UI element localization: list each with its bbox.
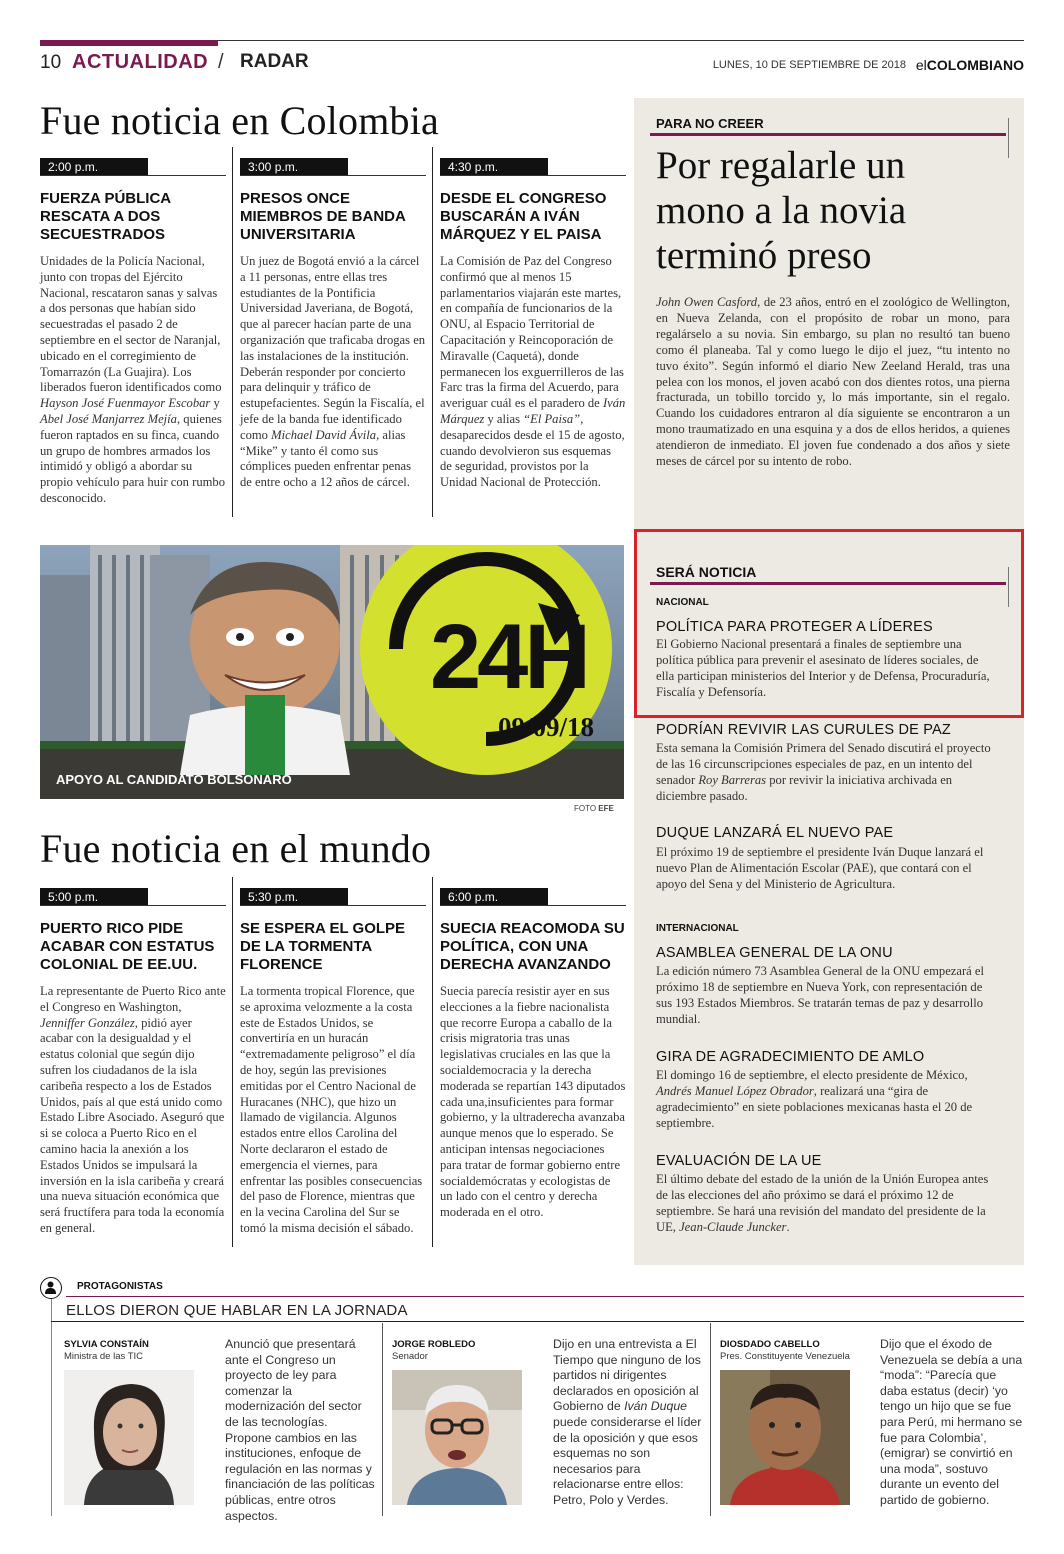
- news-item: [240, 158, 426, 491]
- person-photo: [392, 1370, 522, 1505]
- body-text: por revivir la iniciativa archivada en diciembre pasado.: [656, 772, 953, 803]
- time-rule: [40, 175, 226, 176]
- upcoming-body: La edición número 73 Asamblea General de la ONU empezará el próximo 18 de septiembre en Nueva York, con representación de sus 193 Estados Miembros. Se tratarán temas de paz y desarrollo mundial.: [656, 964, 984, 1026]
- time-tag: 4:30 p.m.: [440, 158, 548, 175]
- news-item: [40, 158, 226, 507]
- news-headline: DESDE EL CONGRESO BUSCARÁN A IVÁN MÁRQUEZ Y EL PAISA: [440, 190, 607, 243]
- time-rule: [440, 175, 626, 176]
- subsection-name: RADAR: [240, 51, 309, 72]
- person-quote: Anunció que presentará ante el Congreso un proyecto de ley para comenzar la modernización del sector de las tecnologías. Propone cambios en las instituciones, enfoque de regulación en las normas y financiación de las políticas públicas, entre otros aspectos.: [225, 1337, 375, 1523]
- person-photo: [720, 1370, 850, 1505]
- time-tag: 5:30 p.m.: [240, 888, 348, 905]
- body-italic: Roy Barreras: [698, 772, 767, 787]
- body-text: , realizará una “gira de agradecimiento” en siete poblaciones mexicanas hasta el 20 de septiembre.: [656, 1083, 973, 1130]
- protagonistas-label: PROTAGONISTAS: [77, 1281, 163, 1292]
- news-headline: PUERTO RICO PIDE ACABAR CON ESTATUS COLONIAL DE EE.UU.: [40, 920, 215, 973]
- news-headline: PRESOS ONCE MIEMBROS DE BANDA UNIVERSITARIA: [240, 190, 406, 243]
- person-quote: Dijo que el éxodo de Venezuela se debía a una “moda”: “Parecía que daba estatus (decir) ‘yo tengo un hijo que se fue para Perú, mi hermano se fue para Colombia’, (emigrar) se convirtió en una moda”, sostuvo durante un evento del partido de gobierno.: [880, 1337, 1023, 1507]
- label-rule: [66, 1296, 1024, 1297]
- page-number: 10: [40, 52, 62, 73]
- upcoming-body: [656, 1172, 996, 1236]
- portrait: [64, 1370, 194, 1505]
- para-no-creer-title: Por regalarle un mono a la novia terminó preso: [656, 144, 907, 277]
- photo-caption: APOYO AL CANDIDATO BOLSONARO: [56, 772, 292, 787]
- person-role: Ministra de las TIC: [64, 1351, 144, 1362]
- world-section-title: Fue noticia en el mundo: [40, 826, 432, 871]
- body-text: , quienes fueron raptados en su finca, cuando un grupo de hombres armados los intimidó y obligó a abordar su propio vehículo para huir con rumbo desconocido.: [40, 411, 226, 505]
- person-photo: [64, 1370, 194, 1505]
- upcoming-body: El Gobierno Nacional presentará a finales de septiembre una política pública para prevenir el asesinato de líderes sociales, de ella participan ministerios del Interior y de Defensa, Procuraduría, Fiscalía y Defensoría.: [656, 637, 990, 699]
- news-headline: SE ESPERA EL GOLPE DE LA TORMENTA FLORENCE: [240, 920, 406, 973]
- quote-italic: Iván Duque: [624, 1399, 688, 1414]
- section-rule: [51, 1321, 1024, 1322]
- upcoming-body: [656, 1068, 996, 1132]
- news-body: Suecia parecía resistir ayer en sus elecciones a la fiebre nacionalista que recorre Europa a caballo de la crisis migratoria tras unas legislativas cruciales en las que la socialdemocracia y la derecha moderada se repartían 143 diputados cada una,insuficientes para formar gobierno, y la ultraderecha avanzaba aunque menos que lo esperado. Se anticipan intensas negociaciones para tratar de formar gobierno entre socialdemócratas y ecologistas de un lado con el centro y derecha moderada en el otro.: [440, 984, 626, 1220]
- body-text: Esta semana la Comisión Primera del Senado discutirá el proyecto de las 16 circunscripciones especiales de paz, en un intento del senador: [656, 741, 991, 787]
- news-headline: SUECIA REACOMODA SU POLÍTICA, CON UNA DERECHA AVANZANDO: [440, 920, 625, 973]
- sera-noticia-label: SERÁ NOTICIA: [656, 564, 757, 580]
- news-headline: FUERZA PÚBLICA RESCATA A DOS SECUESTRADOS: [40, 190, 171, 243]
- brand-name: COLOMBIANO: [926, 57, 1024, 73]
- body-text: Unidades de la Policía Nacional, junto con tropas del Ejército Nacional, rescataron sanas y salvas a dos personas que habían sido secuestradas el pasado 2 de septiembre en el sector de Naranjal, ubicado en el corregimiento de Tomarrazón (La Guajira). Los liberados fueron identificados como: [40, 254, 222, 395]
- body-text: El domingo 16 de septiembre, el electo presidente de México,: [656, 1068, 968, 1082]
- body-italic: John Owen Casford: [656, 295, 758, 309]
- credit-source: EFE: [598, 804, 614, 813]
- person-role: Senador: [392, 1351, 428, 1362]
- body-text: La Comisión de Paz del Congreso confirmó que al menos 15 parlamentarios viajarán este martes, en compañía de funcionarios de la ONU, al Espacio Territorial de Capacitación y Reincoporación de Miravalle (Caquetá), donde permanecen los exguerrilleros de las Farc tras la firma del Acuerdo, para averiguar cuál es el paradero de: [440, 254, 624, 411]
- person-name: SYLVIA CONSTAÍN: [64, 1339, 149, 1350]
- body-text: , alias “Mike” y tanto él como sus cómplices pueden enfrentar penas de entre ocho a 12 años de cárcel.: [240, 427, 411, 490]
- upcoming-body: [656, 741, 996, 805]
- person-role: Pres. Constituyente Venezuela: [720, 1351, 850, 1362]
- body-text: .: [786, 1219, 790, 1234]
- news-item: [240, 888, 426, 1237]
- person-name: DIOSDADO CABELLO: [720, 1339, 820, 1350]
- person-icon: [40, 1277, 62, 1299]
- column-divider: [232, 147, 233, 517]
- portrait: [720, 1370, 850, 1505]
- column-divider: [232, 877, 233, 1247]
- header-accent-bar: [40, 40, 218, 46]
- person-quote: [553, 1337, 703, 1509]
- section-slash: /: [218, 51, 224, 73]
- badge-24h-text: 24H: [430, 606, 587, 708]
- body-italic: Abel José Manjarrez Mejía: [40, 411, 177, 426]
- body-italic: Jean-Claude Juncker: [679, 1219, 787, 1234]
- time-tag: 6:00 p.m.: [440, 888, 548, 905]
- upcoming-heading: POLÍTICA PARA PROTEGER A LÍDERES: [656, 619, 933, 635]
- person-icon-glyph: [41, 1278, 60, 1297]
- body-italic: Andrés Manuel López Obrador: [656, 1083, 814, 1098]
- time-tag: 3:00 p.m.: [240, 158, 348, 175]
- body-text: , pidió ayer acabar con la desigualdad y el estatus colonial que según dijo sufren los ciudadanos de la isla caribeña respecto a los de Estados Unidos, país al que está unido como Estado Libre Asociado. Aseguró que si se coloca a Puerto Rico en el camino hacia la anexión a los Estados Unidos se impulsará la inversión en la isla caribeña y creará una nueva situación económica que será fructífera para toda la economía en general.: [40, 1015, 225, 1235]
- person-divider: [382, 1323, 383, 1516]
- news-body: [240, 254, 426, 491]
- protagonistas-subtitle: ELLOS DIERON QUE HABLAR EN LA JORNADA: [66, 1302, 408, 1319]
- newspaper-brand: [916, 57, 1024, 73]
- credit-prefix: FOTO: [574, 804, 599, 813]
- quote-text: Dijo en una entrevista a El Tiempo que ninguno de los partidos ni dirigentes declarados en oposición al Gobierno de: [553, 1337, 701, 1414]
- time-rule: [240, 905, 426, 906]
- person-name: JORGE ROBLEDO: [392, 1339, 476, 1350]
- internacional-label: INTERNACIONAL: [656, 923, 739, 934]
- portrait: [392, 1370, 522, 1505]
- body-text: , de 23 años, entró en el zoológico de Wellington, en Nueva Zelanda, con el propósito de robar un mono, para regalárselo a su novia. Sin embargo, su plan no resultó tan bueno como él planeaba. Tal y como luego le dijo el juez, “tu intento no tuvo éxito”. Según informó el diario New Zeeland Herald, tras una pelea con los monos, el joven acabó con dos dientes rotos, una pierna fracturada, un tobillo torcido y, lo más importante, sin el regalo. Cuando los cuidadores entraron al día siguiente se encontraron a un mono traumatizado en una esquina y a dos de ellos heridos, a quienes atendieron de inmediato. El joven fue condenado a dos años y siete meses de cárcel por su intento de robo.: [656, 295, 1010, 469]
- upcoming-heading: ASAMBLEA GENERAL DE LA ONU: [656, 945, 893, 961]
- page-header: [40, 52, 1024, 78]
- body-italic: Michael David Ávila: [271, 427, 377, 442]
- time-tag: 2:00 p.m.: [40, 158, 148, 175]
- section-name: ACTUALIDAD: [72, 51, 209, 73]
- photo-credit: [574, 804, 614, 813]
- body-text: , desaparecidos desde el 15 de agosto, cuando devolvieron sus esquemas de seguridad, provistos por la Unidad Nacional de Protección.: [440, 411, 625, 490]
- news-item: [440, 158, 626, 491]
- news-item: [40, 888, 226, 1237]
- body-italic: Jenniffer González: [40, 1015, 135, 1030]
- body-text: El último debate del estado de la unión de la Unión Europea antes de las elecciones del año próximo se dará el próximo 12 de septiembre. Se hará una revisión del mandato del presidente de la UE,: [656, 1172, 989, 1234]
- label-rule: [650, 582, 1006, 585]
- quote-text: puede considerarse el líder de la oposición y que esos esquemas no son necesarios para relacionarse entre ellos: Petro, Polo y Verdes.: [553, 1414, 702, 1507]
- para-no-creer-label: PARA NO CREER: [656, 116, 764, 131]
- label-vrule: [1008, 567, 1009, 607]
- brand-prefix: el: [915, 57, 927, 73]
- upcoming-heading: GIRA DE AGRADECIMIENTO DE AMLO: [656, 1049, 925, 1065]
- body-text: Un juez de Bogotá envió a la cárcel a 11 personas, entre ellas tres estudiantes de la Pontificia Universidad Javeriana, de Bogotá, que al parecer hacían parte de una organización que traficaba drogas en las instalaciones de la institución. Deberán responder por concierto para delinquir y tráfico de estupefacientes. Según la Fiscalía, el jefe de la banda fue identificado como: [240, 254, 426, 442]
- label-vrule: [1008, 118, 1009, 158]
- time-tag: 5:00 p.m.: [40, 888, 148, 905]
- news-body: [40, 254, 226, 507]
- news-body: [440, 254, 626, 491]
- news-body: La tormenta tropical Florence, que se aproxima velozmente a la costa este de Estados Unidos, se convertiría en un huracán “extremadamente peligroso” el día de hoy, según las previsiones emitidas por el Centro Nacional de Huracanes (NHC), que hizo un llamado de vigilancia. Algunos estados entre ellos Carolina del Norte declararon el estado de emergencia el viernes, para enfrentar las posibles consecuencias del paso de Florence, mientras que en la vecina Carolina del Sur se tomó la misma decisión el sábado.: [240, 984, 423, 1235]
- upcoming-body: El próximo 19 de septiembre el presidente Iván Duque lanzará el nuevo Plan de Alimentación Escolar (PAE), que contará con el apoyo del Sena y del Ministerio de Agricultura.: [656, 845, 984, 891]
- time-rule: [40, 905, 226, 906]
- upcoming-heading: PODRÍAN REVIVIR LAS CURULES DE PAZ: [656, 722, 951, 738]
- body-italic: Hayson José Fuenmayor Escobar: [40, 396, 211, 411]
- colombia-section-title: Fue noticia en Colombia: [40, 98, 439, 143]
- person-divider: [710, 1323, 711, 1516]
- issue-date: LUNES, 10 DE SEPTIEMBRE DE 2018: [712, 59, 906, 71]
- label-rule: [650, 133, 1006, 136]
- nacional-label: NACIONAL: [656, 597, 709, 608]
- body-text: La representante de Puerto Rico ante el Congreso en Washington,: [40, 984, 226, 1014]
- body-italic: “El Paisa”: [523, 411, 581, 426]
- para-no-creer-body: [656, 295, 1010, 470]
- body-italic: Iván Márquez: [440, 396, 626, 426]
- body-text: y: [210, 396, 220, 411]
- news-body: [40, 984, 226, 1237]
- badge-date: 09/09/18: [498, 712, 595, 742]
- column-divider: [432, 877, 433, 1247]
- upcoming-heading: DUQUE LANZARÁ EL NUEVO PAE: [656, 825, 894, 841]
- news-item: [440, 888, 626, 1221]
- body-text: y alias: [484, 411, 524, 426]
- upcoming-heading: EVALUACIÓN DE LA UE: [656, 1153, 822, 1169]
- column-divider: [432, 147, 433, 517]
- news-photo: [40, 545, 624, 799]
- time-rule: [440, 905, 626, 906]
- label-vrule: [51, 1299, 52, 1516]
- time-rule: [240, 175, 426, 176]
